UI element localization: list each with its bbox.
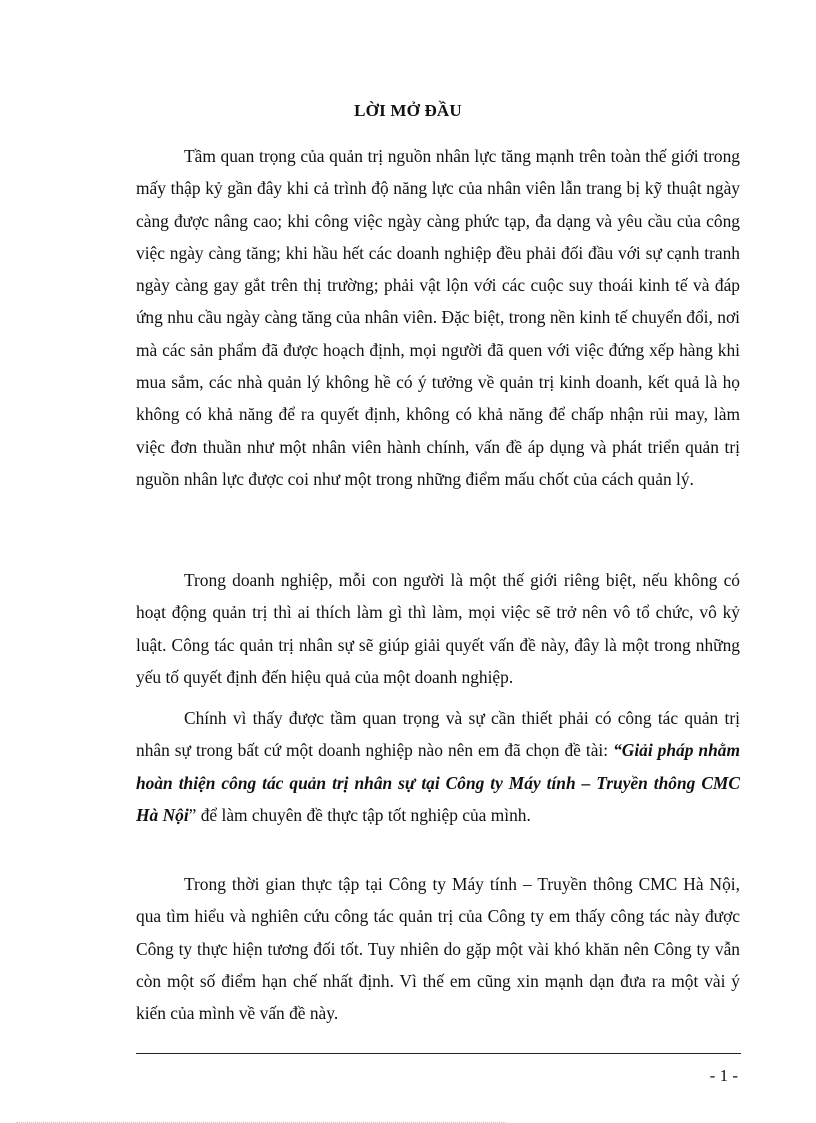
paragraph-text: Trong thời gian thực tập tại Công ty Máy tính – Truyền thông CMC Hà Nội, qua tìm hiểu và nghiên cứu công tác quản trị của Công ty em thấy công tác này được Công ty thực hiện tương đối tốt. Tuy nhiên do gặp một vài khó khăn nên Công ty vẫn còn một số điểm hạn chế nhất định. Vì thế em cũng xin mạnh dạn đưa ra một vài ý kiến của mình về vấn đề này.: [136, 874, 740, 1024]
page-number: - 1 -: [709, 1066, 738, 1085]
page-title: LỜI MỞ ĐẦU: [354, 101, 462, 120]
paragraph-text-after: ” để làm chuyên đề thực tập tốt nghiệp của mình.: [188, 804, 531, 825]
paragraph-1: [136, 140, 740, 495]
thesis-topic-title: “Giải pháp nhằm hoàn thiện công tác quản trị nhân sự tại Công ty Máy tính – Truyền thông CMC Hà Nội: [136, 740, 740, 825]
paragraph-3: [136, 702, 740, 831]
paragraph-text-before: Chính vì thấy được tầm quan trọng và sự cần thiết phải có công tác quản trị nhân sự trong bất cứ một doanh nghiệp nào nên em đã chọn đề tài:: [136, 708, 740, 761]
paragraph-text: Tầm quan trọng của quản trị nguồn nhân lực tăng mạnh trên toàn thế giới trong mấy thập kỷ gần đây khi cả trình độ năng lực của nhân viên lẫn trang bị kỹ thuật ngày càng được nâng cao; khi công việc ngày càng phức tạp, đa dạng và yêu cầu của công việc ngày càng tăng; khi hầu hết các doanh nghiệp đều phải đối đầu với sự cạnh tranh ngày càng gay gắt trên thị trường; phải vật lộn với các cuộc suy thoái kinh tế và đáp ứng nhu cầu ngày càng tăng của nhân viên. Đặc biệt, trong nền kinh tế chuyển đổi, nơi mà các sản phẩm đã được hoạch định, mọi người đã quen với việc đứng xếp hàng khi mua sắm, các nhà quản lý không hề có ý tưởng về quản trị kinh doanh, kết quả là họ không có khả năng để ra quyết định, không có khả năng để chấp nhận rủi may, làm việc đơn thuần như một nhân viên hành chính, vấn đề áp dụng và phát triển quản trị nguồn nhân lực được coi như một trong những điểm mấu chốt của cách quản lý.: [136, 146, 740, 489]
footer-divider: [136, 1053, 741, 1054]
paragraph-text: [136, 702, 740, 831]
paragraph-text: Trong doanh nghiệp, mỗi con người là một thế giới riêng biệt, nếu không có hoạt động quản trị thì ai thích làm gì thì làm, mọi việc sẽ trở nên vô tổ chức, vô kỷ luật. Công tác quản trị nhân sự sẽ giúp giải quyết vấn đề này, đây là một trong những yếu tố quyết định đến hiệu quả của một doanh nghiệp.: [136, 570, 740, 687]
paragraph-2: [136, 564, 740, 693]
paragraph-4: [136, 868, 740, 1029]
